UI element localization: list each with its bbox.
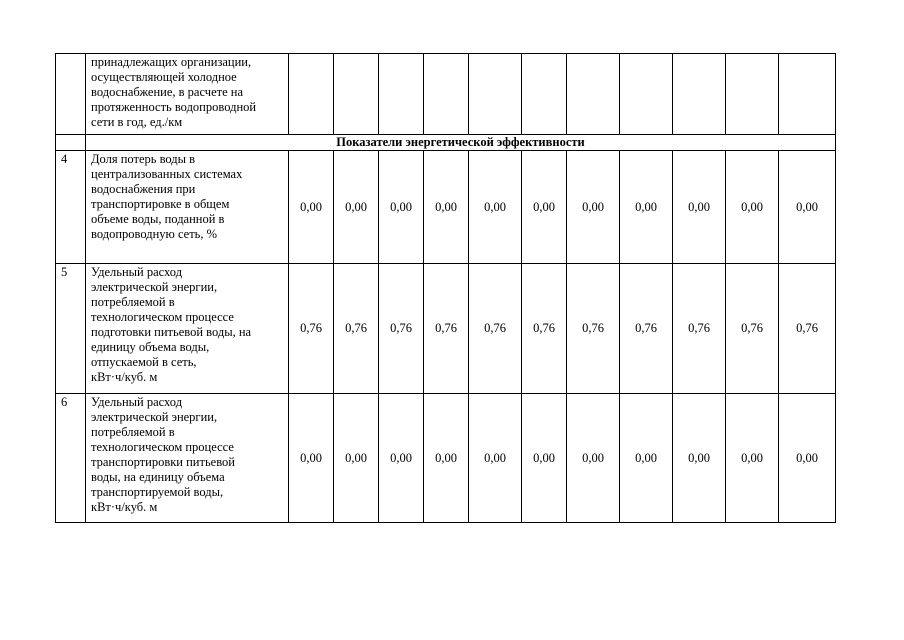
value-cell: 0,76 (379, 264, 424, 394)
value-cell (469, 54, 522, 135)
value-cell: 0,00 (334, 151, 379, 264)
value-cell: 0,00 (424, 151, 469, 264)
value-cell: 0,00 (673, 151, 726, 264)
value-cell: 0,76 (424, 264, 469, 394)
value-cell: 0,76 (673, 264, 726, 394)
row-number (56, 54, 86, 135)
value-cell: 0,00 (620, 151, 673, 264)
value-cell: 0,76 (522, 264, 567, 394)
value-cell: 0,76 (620, 264, 673, 394)
value-cell: 0,76 (779, 264, 836, 394)
value-cell (779, 54, 836, 135)
value-cell (620, 54, 673, 135)
value-cell: 0,00 (726, 394, 779, 523)
value-cell: 0,76 (334, 264, 379, 394)
value-cell: 0,00 (289, 151, 334, 264)
value-cell: 0,76 (726, 264, 779, 394)
section-header-row (56, 135, 836, 151)
value-cell: 0,00 (522, 151, 567, 264)
row-number: 6 (56, 394, 86, 523)
value-cell: 0,00 (779, 394, 836, 523)
value-cell (379, 54, 424, 135)
value-cell: 0,00 (726, 151, 779, 264)
row-number: 4 (56, 151, 86, 264)
value-cell: 0,00 (334, 394, 379, 523)
row-description: Доля потерь воды в централизованных системах водоснабжения при транспортировке в общем объеме воды, поданной в водопроводную сеть, % (86, 151, 289, 264)
table-row (56, 54, 836, 135)
value-cell (726, 54, 779, 135)
section-header: Показатели энергетической эффективности (86, 135, 836, 151)
value-cell: 0,00 (673, 394, 726, 523)
value-cell: 0,00 (424, 394, 469, 523)
value-cell: 0,00 (379, 151, 424, 264)
value-cell: 0,00 (469, 394, 522, 523)
row-description: принадлежащих организации, осуществляющей холодное водоснабжение, в расчете на протяженность водопроводной сети в год, ед./км (86, 54, 289, 135)
value-cell: 0,00 (620, 394, 673, 523)
value-cell (424, 54, 469, 135)
value-cell: 0,76 (567, 264, 620, 394)
value-cell: 0,76 (469, 264, 522, 394)
row-description: Удельный расход электрической энергии, потребляемой в технологическом процессе подготовки питьевой воды, на единицу объема воды, отпускаемой в сеть, кВт·ч/куб. м (86, 264, 289, 394)
table-row (56, 394, 836, 523)
value-cell: 0,00 (779, 151, 836, 264)
value-cell: 0,76 (289, 264, 334, 394)
value-cell: 0,00 (379, 394, 424, 523)
section-spacer-cell (56, 135, 86, 151)
table-row (56, 151, 836, 264)
table-row (56, 264, 836, 394)
value-cell (567, 54, 620, 135)
value-cell (289, 54, 334, 135)
value-cell: 0,00 (289, 394, 334, 523)
value-cell (522, 54, 567, 135)
value-cell (334, 54, 379, 135)
indicators-table (55, 53, 836, 523)
value-cell (673, 54, 726, 135)
value-cell: 0,00 (567, 394, 620, 523)
row-description: Удельный расход электрической энергии, потребляемой в технологическом процессе транспортировки питьевой воды, на единицу объема транспортируемой воды, кВт·ч/куб. м (86, 394, 289, 523)
value-cell: 0,00 (522, 394, 567, 523)
value-cell: 0,00 (469, 151, 522, 264)
row-number: 5 (56, 264, 86, 394)
value-cell: 0,00 (567, 151, 620, 264)
